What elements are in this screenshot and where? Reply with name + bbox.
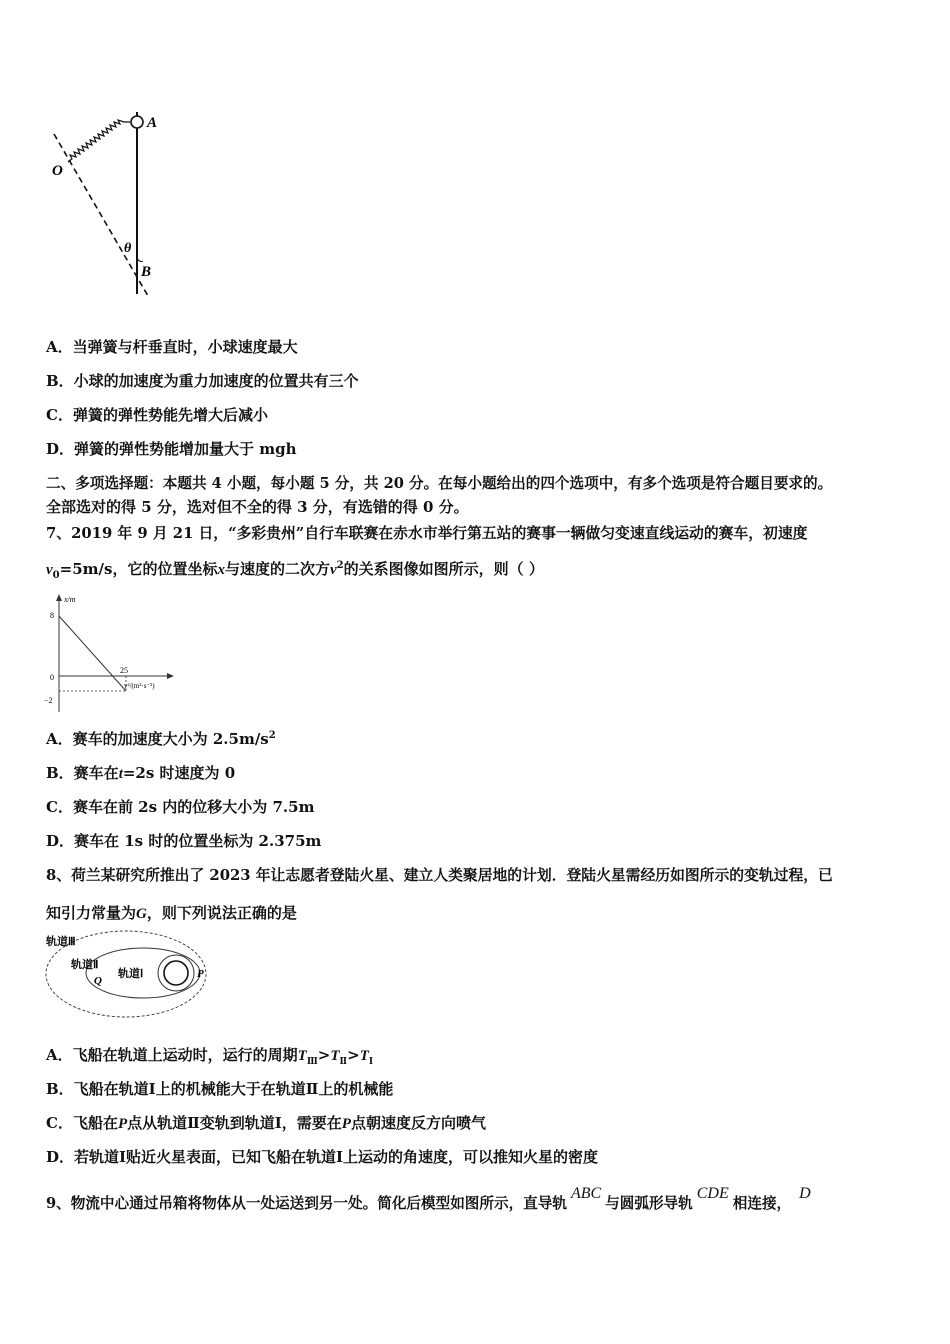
spring-rod-figure <box>40 100 180 300</box>
orbit-1-label: 轨道Ⅰ <box>118 968 144 980</box>
y-axis-arrow <box>56 594 62 601</box>
label-a: A <box>147 115 158 131</box>
q8-option-b: B．飞船在轨道Ⅰ上的机械能大于在轨道Ⅱ上的机械能 <box>46 1080 394 1098</box>
q8-line2: 知引力常量为G，则下列说法正确的是 <box>46 904 297 922</box>
y-axis-label: x/m <box>64 595 76 604</box>
tick-label-0: 0 <box>50 673 54 682</box>
q6-option-a: A．当弹簧与杆垂直时，小球速度最大 <box>46 338 298 356</box>
q7-line2: $v_0=5m/s$，它的位置坐标x与速度的二次方$v^2$的关系图像如图所示，则（ ） <box>46 560 544 581</box>
ball-a <box>131 116 143 128</box>
tick-label-25: 25 <box>120 666 128 675</box>
tick-label-minus2: −2 <box>44 696 53 705</box>
x-axis-arrow <box>167 673 174 679</box>
q7-option-b: B．赛车在t=2s 时速度为 0 <box>46 764 236 782</box>
q7-option-d: D．赛车在 1s 时的位置坐标为 2.375m <box>46 832 322 850</box>
x-axis-label: v²/(m²·s⁻²) <box>124 682 155 690</box>
mars <box>164 961 188 985</box>
q8-option-a: A．飞船在轨道上运动时，运行的周期$T_Ⅲ>T_Ⅱ>T_Ⅰ$ <box>46 1046 374 1067</box>
q7-option-a: A．赛车的加速度大小为 $2.5m/s^2$ <box>46 730 276 748</box>
point-p-label: P <box>197 968 204 980</box>
spring <box>68 120 130 162</box>
section2-line1: 二、多项选择题：本题共 4 小题，每小题 5 分，共 20 分。在每小题给出的四个选项中，有多个选项是符合题目要求的。 <box>46 475 833 492</box>
q6-option-d: D．弹簧的弹性势能增加量大于 mgh <box>46 440 297 458</box>
data-line <box>59 616 126 691</box>
q7-line1: 7、2019 年 9 月 21 日，“多彩贵州”自行车联赛在赤水市举行第五站的赛事一辆做匀变速直线运动的赛车，初速度 <box>46 525 808 542</box>
q8-line1: 8、荷兰某研究所推出了 2023 年让志愿者登陆火星、建立人类聚居地的计划．登陆火星需经历如图所示的变轨过程，已 <box>46 867 833 884</box>
point-q-label: Q <box>94 975 102 987</box>
orbit-3-label: 轨道Ⅲ <box>46 936 76 948</box>
label-theta: θ <box>124 241 132 256</box>
orbit-2-label: 轨道Ⅱ <box>71 959 99 971</box>
tick-label-8: 8 <box>50 611 54 620</box>
q6-option-c: C．弹簧的弹性势能先增大后减小 <box>46 406 268 424</box>
q8-option-d: D．若轨道Ⅰ贴近火星表面，已知飞船在轨道Ⅰ上运动的角速度，可以推知火星的密度 <box>46 1148 599 1166</box>
q9-line1: 9、物流中心通过吊箱将物体从一处运送到另一处。简化后模型如图所示，直导轨ABC与圆弧形导轨CDE相连接，D <box>46 1185 811 1212</box>
position-velocity-chart <box>44 590 184 720</box>
q6-option-b: B．小球的加速度为重力加速度的位置共有三个 <box>46 372 359 390</box>
orbit-figure <box>44 930 214 1030</box>
q7-option-c: C．赛车在前 2s 内的位移大小为 7.5m <box>46 798 315 816</box>
label-o: O <box>52 163 63 179</box>
dashed-incline <box>54 134 148 296</box>
section2-line2: 全部选对的得 5 分，选对但不全的得 3 分，有选错的得 0 分。 <box>46 498 469 516</box>
label-b: B <box>141 264 152 280</box>
q8-option-c: C．飞船在P点从轨道Ⅱ变轨到轨道Ⅰ，需要在P点朝速度反方向喷气 <box>46 1114 486 1132</box>
